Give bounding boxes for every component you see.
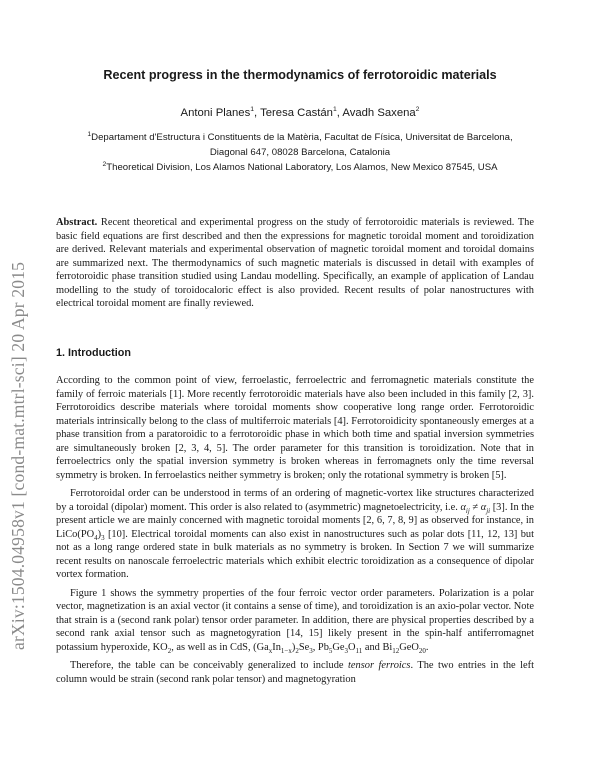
author-affiliation-mark: 2 — [415, 106, 420, 114]
paragraph: Therefore, the table can be conceivably generalized to include tensor ferroics. The two entries in the left column would be strain (second rank polar tensor) and magnetogyration — [56, 660, 534, 685]
paragraph-text: Figure 1 shows the symmetry properties of the four ferroic vector order parameters. Polarization is a polar vector, magnetization is an axial vector (it contains a sense of time), and toroidization is an axio-polar vector. Note that strain is a (second rank polar) tensor order parameter. In addition, there are physical properties described by a second rank axial tensor such as magnetogyration [14, 15] likely present in the spin-half antiferromagnet potassium hyperoxide, KO — [56, 587, 534, 653]
affiliation-text: Departament d'Estructura i Constituents de la Matèria, Facultat de Física, Universitat de Barcelona, Diagonal 647, 08028 Barcelona, Catalonia — [91, 132, 513, 158]
paper-title: Recent progress in the thermodynamics of ferrotoroidic materials — [103, 68, 497, 82]
abstract-label: Abstract. — [56, 217, 98, 228]
author-name: Teresa Castán — [260, 107, 333, 119]
math-alpha-ij: $\alpha_{ij}$ — [460, 501, 470, 515]
abstract-text: Recent theoretical and experimental progress on the study of ferrotoroidic materials is reviewed. The basic field equations are first described and then the expressions for magnetic toroidal moment and toroidization are derived. Relevant materials and experimental observation of magnetic toroidal moment and toroidal domains are summarized next. The thermodynamics of such magnetic materials is discussed in detail with examples of ferrotoroidic phase transition studied using Landau modelling. Specifically, an example of application of Landau modelling to the study of toroidocaloric effect is also provided. Recent results of polar nanostructures with electrical toroidal moment are finally reviewed. — [56, 217, 534, 309]
emphasis-text: tensor ferroics — [348, 660, 411, 671]
paragraph: Ferrotoroidal order can be understood in terms of an ordering of magnetic-vortex like structures characterized by a toroidal (dipolar) moment. This order is also related to (asymmetric) magnetoelectricity, i.e. $\alpha_{ij} \ne \alpha_{ji}$ [3]. In the present article we are mainly concerned with magnetic toroidal moments [2, 6, 7, 8, 9] as observed for instance, in $LiCo(PO_4)_3$ [10]. Electrical toroidal moments can also exist in nanostructures such as polar dots [11, 12, 13] but not as a long range ordered state in bulk materials as no symmetry is broken. In Section 7 we will summarize recent results on nanoscale ferroelectric materials which exhibit electric toroidization as a consequence of dipolar vortex formation. — [56, 488, 534, 580]
body-text — [56, 374, 534, 691]
author-name: Avadh Saxena — [342, 107, 416, 119]
paragraph-text: According to the common point of view, ferroelastic, ferroelectric and ferromagnetic materials constitute the family of ferroic materials [1]. More recently ferrotoroidic materials have also been included in this family [2, 3]. Ferrotoroidics describe materials where toroidal moments show cooperative long range order. Ferrotoroidic materials intrinsically belong to the class of multiferroic materials [4]. Ferrotoroidicity spontaneously emerges at a phase transition from a paratoroidic to a ferrotoroidic phase in which both time and spatial inversion symmetries are simultaneously broken [2, 3, 4, 5]. The order parameter for this transition is toroidization. Note that in ferroelectrics only the spatial inversion symmetry is broken whereas in ferromagnets only the time reversal symmetry is broken. In ferroelastics neither symmetry is broken; only the rotational symmetry is broken [5]. — [56, 375, 534, 481]
affiliation — [76, 130, 524, 160]
affiliation-mark: 2 — [102, 160, 107, 168]
arxiv-identifier-stamp: arXiv:1504.04958v1 [cond-mat.mtrl-sci] 20 Apr 2015 — [8, 261, 28, 650]
affiliation-mark: 1 — [87, 130, 92, 138]
paragraph — [56, 374, 534, 482]
math-alpha-ji: $\alpha_{ji}$ — [480, 501, 491, 515]
section-heading: 1. Introduction — [56, 347, 131, 359]
author-name: Antoni Planes — [180, 107, 251, 119]
author-affiliation-mark: 1 — [250, 106, 255, 114]
paragraph-text: Therefore, the table can be conceivably generalized to include — [70, 660, 349, 671]
affiliations — [0, 130, 600, 175]
abstract — [56, 216, 534, 311]
math-not-equal: ≠ — [469, 501, 481, 513]
affiliation-text: Theoretical Division, Los Alamos National Laboratory, Los Alamos, New Mexico 87545, USA — [106, 162, 498, 173]
author-affiliation-mark: 1 — [332, 106, 337, 114]
paragraph: Figure 1 shows the symmetry properties of the four ferroic vector order parameters. Polarization is a polar vector, magnetization is an axial vector (it contains a sense of time), and toroidization is an axio-polar vector. Note that strain is a (second rank polar) tensor order parameter. In addition, there are physical properties described by a second rank axial tensor such as magnetogyration [14, 15] likely present in the spin-half antiferromagnet potassium hyperoxide, $KO_2$, as well as in CdS, $(Ga_xIn_{1-x})_2Se_3$, $Pb_5Ge_3O_{11}$ and $Bi_{12}GeO_{20}$. — [56, 587, 534, 655]
affiliation — [0, 160, 600, 175]
author-list: Antoni Planes$^1$, Teresa Castán$^1$, Avadh Saxena$^2$ — [180, 106, 420, 119]
paragraph-text: Ferrotoroidal order can be understood in terms of an ordering of magnetic-vortex like structures characterized by a toroidal (dipolar) moment. This order is also related to (asymmetric) magnetoelectricity, i.e. — [56, 488, 534, 513]
